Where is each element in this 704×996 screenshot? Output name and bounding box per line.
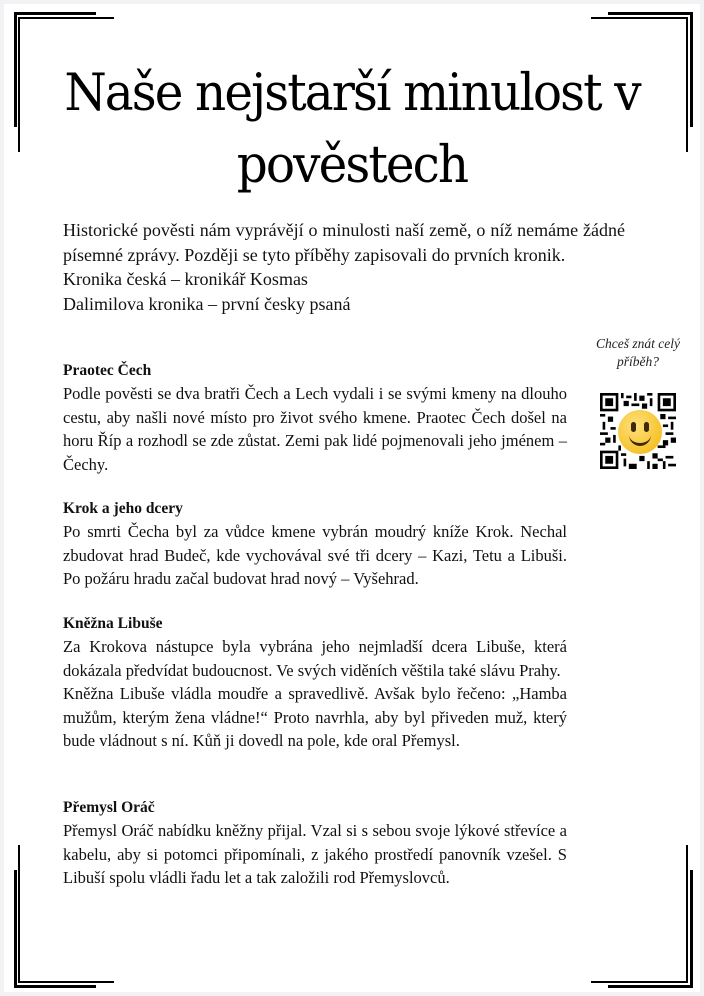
section-heading: Přemysl Oráč <box>63 799 155 816</box>
chronicle-item: Kronika česká – kronikář Kosmas <box>63 269 308 289</box>
page-title-line-1: Naše nejstarší minulost v <box>64 64 640 123</box>
section-krok-a-jeho-dcery <box>63 497 567 591</box>
section-heading: Kněžna Libuše <box>63 615 163 632</box>
page-title-line-2: pověstech <box>236 136 468 195</box>
qr-caption-line-1: Chceš znát celý <box>596 336 680 351</box>
smiley-face-icon <box>618 410 662 454</box>
section-paragraph: Kněžna Libuše vládla moudře a spravedlivě. Avšak bylo řečeno: „Hamba mužům, kterým žena vládne!“ Proto navrhla, aby byl přiveden muž, který bude vládnout s ní. Kůň ji dovedl na pole, kde oral Přemysl. <box>63 684 567 750</box>
qr-caption-line-2: příběh? <box>617 354 659 369</box>
section-heading: Praotec Čech <box>63 362 152 379</box>
section-knezna-libuse <box>63 612 567 753</box>
chronicle-item: Dalimilova kronika – první česky psaná <box>63 293 351 314</box>
section-paragraph: Za Krokova nástupce byla vybrána jeho nejmladší dcera Libuše, která dokázala předvídat budoucnost. Ve svých viděních věštila také slávu Prahy. <box>63 637 567 680</box>
intro-paragraph: Historické pověsti nám vyprávějí o minulosti naší země, o níž nemáme žádné písemné zprávy. Později se tyto příběhy zapisovali do prvních kronik. <box>63 220 625 265</box>
section-premysl-orac <box>63 796 567 890</box>
qr-callout <box>588 335 688 469</box>
page-title <box>18 58 687 202</box>
qr-code-icon[interactable] <box>600 393 676 469</box>
section-paragraph: Po smrti Čecha byl za vůdce kmene vybrán moudrý kníže Krok. Nechal zbudovat hrad Budeč, kde vychovával své tři dcery – Kazi, Tetu a Libuši. Po požáru hradu začal budovat hrad nový – Vyšehrad. <box>63 522 567 588</box>
section-heading: Krok a jeho dcery <box>63 500 183 517</box>
section-paragraph: Přemysl Oráč nabídku kněžny přijal. Vzal si s sebou svoje lýkové střevíce a kabelu, aby si potomci připomínali, z jakého prostředí panovník vzešel. S Libuší spolu vládli řadu let a tak založili rod Přemyslovců. <box>63 821 567 887</box>
intro-block <box>63 218 625 316</box>
qr-caption <box>588 335 688 371</box>
section-paragraph: Podle pověsti se dva bratři Čech a Lech vydali i se svými kmeny na dlouho cestu, aby našli nové místo pro život svého kmene. Praotec Čech došel na horu Říp a rozhodl se zde zůstat. Zemi pak lidé pojmenovali jeho jménem – Čechy. <box>63 384 567 474</box>
section-praotec-cech <box>63 359 567 476</box>
